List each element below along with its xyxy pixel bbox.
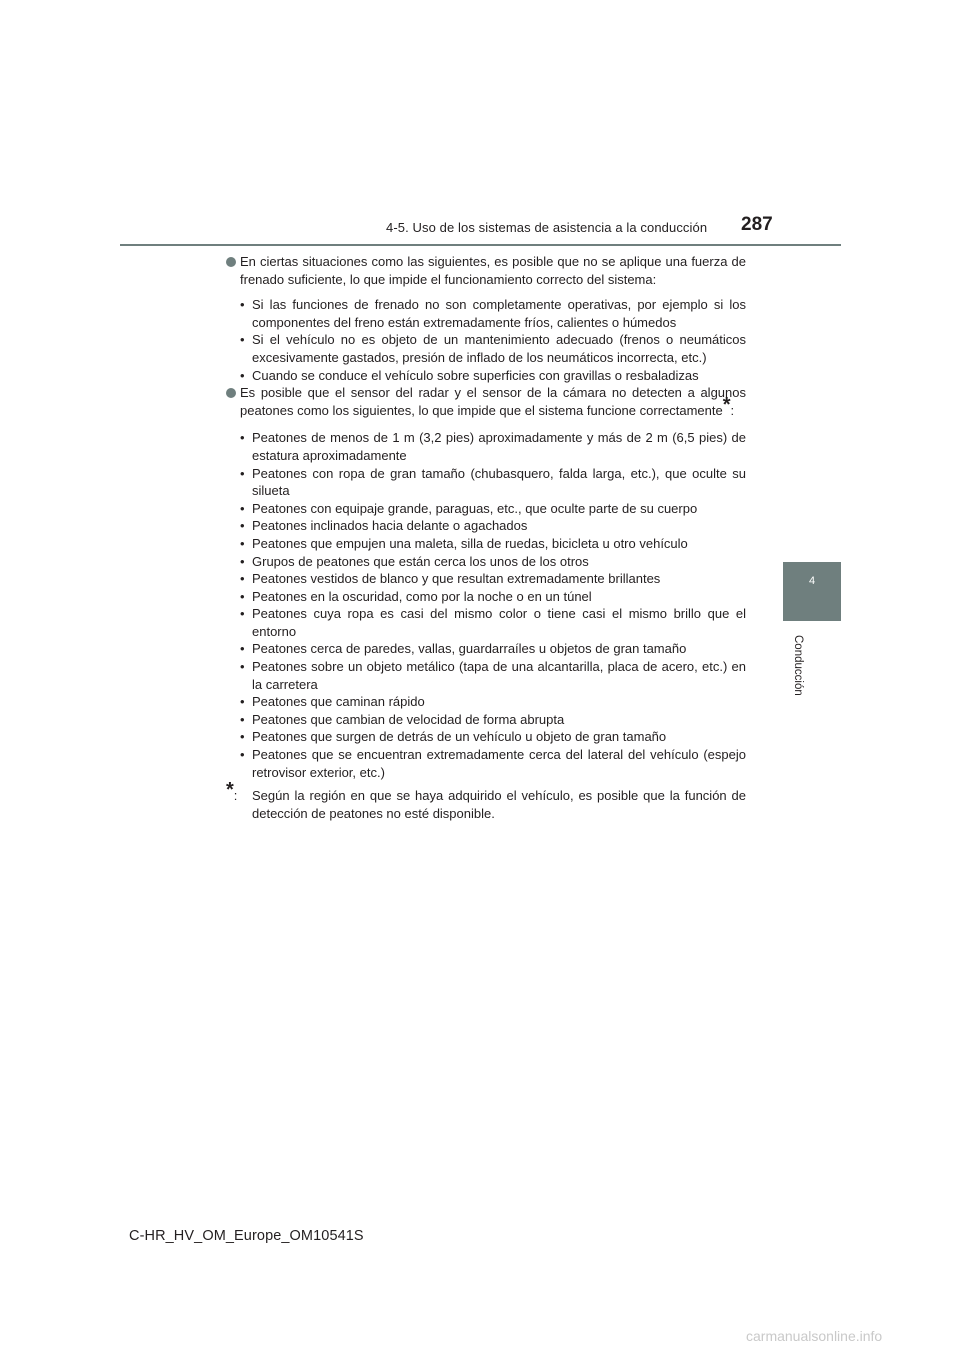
list-item-text: Peatones inclinados hacia delante o agachados	[252, 518, 528, 534]
list-item	[240, 588, 746, 606]
list-item-text: Peatones cuya ropa es casi del mismo color o tiene casi el mismo brillo que el entorno	[252, 606, 746, 639]
list-item-text: Peatones en la oscuridad, como por la noche o en un túnel	[252, 588, 592, 604]
list-bullet-icon: •	[240, 500, 245, 516]
chapter-side-tab[interactable]	[783, 562, 841, 621]
list-bullet-icon: •	[240, 729, 245, 745]
list-item	[240, 728, 746, 746]
list-item-text: Peatones con ropa de gran tamaño (chubasquero, falda larga, etc.), que oculte su silueta	[252, 465, 746, 499]
bullet-suffix: :	[730, 402, 735, 418]
bullet-circle-icon	[226, 388, 236, 398]
list-bullet-icon: •	[240, 553, 245, 569]
header-divider	[120, 244, 841, 246]
bullet-circle-icon	[226, 257, 236, 267]
list-bullet-icon: •	[240, 518, 245, 534]
footnote-asterisk: *	[226, 779, 234, 802]
list-bullet-icon: •	[240, 711, 245, 727]
list-item-text: Peatones cerca de paredes, vallas, guardarraíles u objetos de gran tamaño	[252, 641, 687, 657]
list-item-text: Peatones que surgen de detrás de un vehículo u objeto de gran tamaño	[252, 729, 667, 745]
list-item-text: Peatones que se encuentran extremadamente cerca del lateral del vehículo (espejo retrovisor exterior, etc.)	[252, 747, 746, 780]
chapter-number: 4	[808, 575, 816, 587]
bullet-paragraph	[226, 384, 746, 419]
footnote-separator: :	[233, 788, 238, 804]
list-item	[240, 517, 746, 535]
list-item	[240, 658, 746, 693]
list-bullet-icon: •	[240, 641, 245, 657]
footnote-reference-mark: *	[722, 393, 731, 416]
list-item	[240, 553, 746, 571]
list-item-text: Si el vehículo no es objeto de un mantenimiento adecuado (frenos o neumáticos excesivamente gastados, presión de inflado de los neumáticos incorrecta, etc.)	[252, 332, 746, 365]
list-bullet-icon: •	[240, 606, 245, 622]
footnote-text: Según la región en que se haya adquirido el vehículo, es posible que la función de detección de peatones no esté disponible.	[252, 788, 746, 821]
footnote-mark	[226, 779, 238, 805]
list-bullet-icon: •	[240, 535, 245, 551]
list-bullet-icon: •	[240, 694, 245, 710]
list-item	[240, 331, 746, 366]
list-bullet-icon: •	[240, 465, 245, 481]
list-bullet-icon: •	[240, 659, 245, 675]
footnote	[226, 779, 746, 822]
list-item	[240, 465, 746, 500]
list-item-text: Peatones que empujen una maleta, silla de ruedas, bicicleta u otro vehículo	[252, 535, 688, 551]
list-bullet-icon: •	[240, 332, 245, 348]
list-bullet-icon: •	[240, 588, 245, 604]
list-item-text: Grupos de peatones que están cerca los unos de los otros	[252, 553, 589, 569]
bullet-text: Es posible que el sensor del radar y el sensor de la cámara no detecten a algunos peatones como los siguientes, lo que impide que el sistema funcione correctamente	[240, 385, 746, 418]
list-bullet-icon: •	[240, 297, 245, 313]
sub-list	[240, 429, 746, 781]
list-item	[240, 535, 746, 553]
list-bullet-icon: •	[240, 367, 245, 383]
list-item	[240, 693, 746, 711]
section-header-title: 4-5. Uso de los sistemas de asistencia a la conducción	[386, 220, 708, 235]
list-item	[240, 570, 746, 588]
sub-list	[240, 296, 746, 384]
list-item	[240, 711, 746, 729]
list-item-text: Cuando se conduce el vehículo sobre superficies con gravillas o resbaladizas	[252, 367, 699, 383]
list-item	[240, 367, 746, 385]
chapter-side-label: Conducción	[792, 635, 804, 696]
document-code: C-HR_HV_OM_Europe_OM10541S	[129, 1228, 364, 1244]
list-item	[240, 296, 746, 331]
watermark-text: carmanualsonline.info	[746, 1328, 883, 1344]
list-item-text: Peatones que caminan rápido	[252, 694, 425, 710]
list-bullet-icon: •	[240, 430, 245, 446]
list-item-text: Peatones que cambian de velocidad de forma abrupta	[252, 711, 565, 727]
list-item	[240, 429, 746, 464]
list-bullet-icon: •	[240, 747, 245, 763]
list-item	[240, 640, 746, 658]
list-item-text: Peatones vestidos de blanco y que resultan extremadamente brillantes	[252, 571, 661, 587]
main-content	[226, 253, 746, 822]
list-item-text: Peatones sobre un objeto metálico (tapa de una alcantarilla, placa de acero, etc.) en la carretera	[252, 659, 746, 692]
list-item	[240, 746, 746, 781]
list-item-text: Si las funciones de frenado no son completamente operativas, por ejemplo si los componentes del freno están extremadamente fríos, calientes o húmedos	[252, 297, 746, 330]
bullet-text: En ciertas situaciones como las siguientes, es posible que no se aplique una fuerza de frenado suficiente, lo que impide el funcionamiento correcto del sistema:	[240, 254, 746, 287]
list-item-text: Peatones con equipaje grande, paraguas, etc., que oculte parte de su cuerpo	[252, 500, 698, 516]
list-item-text: Peatones de menos de 1 m (3,2 pies) aproximadamente y más de 2 m (6,5 pies) de estatura aproximadamente	[252, 430, 746, 463]
page-number: 287	[741, 214, 773, 235]
list-item	[240, 500, 746, 518]
list-item	[240, 605, 746, 640]
bullet-paragraph	[226, 253, 746, 288]
list-bullet-icon: •	[240, 571, 245, 587]
